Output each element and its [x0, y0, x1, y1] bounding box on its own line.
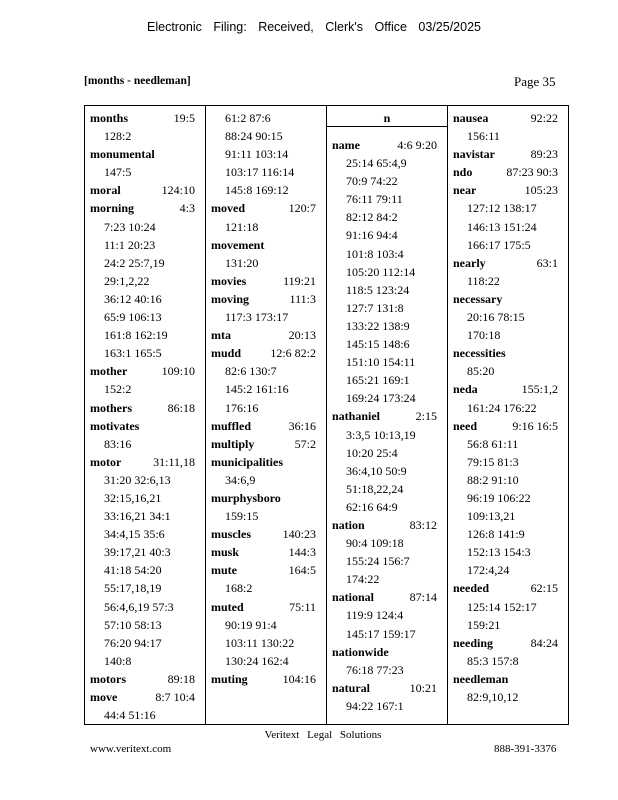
- index-reference-line: 11:1 20:23: [104, 237, 156, 252]
- index-reference-line: 44:4 51:16: [104, 708, 156, 723]
- index-entry: [90, 145, 205, 163]
- index-reference-line: 32:15,16,21: [104, 490, 162, 505]
- page-line-reference: 92:22: [530, 111, 558, 125]
- index-entry: [90, 362, 205, 380]
- index-entry: [211, 290, 326, 308]
- index-reference-line: 88:2 91:10: [467, 472, 519, 487]
- index-term: moral: [90, 183, 121, 198]
- index-term: necessary: [453, 291, 503, 306]
- index-term: needed: [453, 581, 489, 596]
- index-entry: [453, 254, 568, 272]
- index-entry: [332, 643, 447, 661]
- index-reference-line: 165:21 169:1: [346, 373, 410, 388]
- page-number: Page 35: [514, 74, 556, 89]
- index-entry: [211, 525, 326, 543]
- index-entry: [211, 236, 326, 254]
- index-entry: [453, 290, 568, 308]
- index-reference-line: 127:7 131:8: [346, 300, 404, 315]
- page-line-reference: 87:23 90:3: [506, 165, 558, 180]
- index-term: nationwide: [332, 644, 389, 659]
- index-term: navistar: [453, 147, 495, 162]
- page-line-reference: 120:7: [288, 201, 316, 216]
- index-term: nathaniel: [332, 409, 381, 424]
- index-reference-line: 76:18 77:23: [346, 662, 404, 677]
- index-term: necessities: [453, 346, 506, 361]
- index-term: monumental: [90, 147, 155, 162]
- index-entry: [211, 670, 326, 688]
- page-line-reference: 2:15: [415, 409, 437, 424]
- page-line-reference: 4:6 9:20: [397, 138, 437, 152]
- index-term: movies: [211, 273, 247, 288]
- page-line-reference: 140:23: [282, 527, 316, 542]
- index-reference-line: 88:24 90:15: [225, 129, 283, 144]
- page-line-reference: 8:7 10:4: [155, 690, 195, 704]
- index-reference-line: 70:9 74:22: [346, 174, 398, 189]
- index-reference-line: 25:14 65:4,9: [346, 156, 407, 171]
- page-line-reference: 4:3: [179, 201, 195, 216]
- word-index-table: [84, 105, 569, 725]
- index-entry: [332, 516, 447, 534]
- index-entry: [90, 453, 205, 471]
- index-reference-line: 156:11: [467, 129, 500, 144]
- index-reference-line: 36:12 40:16: [104, 291, 162, 306]
- index-term: muting: [211, 671, 248, 686]
- index-entry: [211, 199, 326, 217]
- index-range-label: [months - needleman]: [84, 75, 191, 87]
- index-reference-line: 51:18,22,24: [346, 481, 404, 496]
- index-term: moved: [211, 201, 245, 216]
- index-reference-line: 126:8 141:9: [467, 527, 525, 542]
- index-reference-line: 91:11 103:14: [225, 147, 289, 162]
- page-line-reference: 104:16: [282, 671, 316, 686]
- index-reference-line: 29:1,2,22: [104, 273, 150, 288]
- index-entry: [211, 326, 326, 344]
- index-reference-line: 62:16 64:9: [346, 499, 398, 514]
- page-line-reference: 20:13: [288, 328, 316, 343]
- index-reference-line: 169:24 173:24: [346, 391, 416, 406]
- index-column-1: [85, 106, 206, 724]
- index-term: motor: [90, 454, 122, 469]
- index-entry: [90, 417, 205, 435]
- page-line-reference: 119:21: [283, 273, 316, 288]
- index-term: nation: [332, 517, 365, 532]
- index-entry: [453, 163, 568, 181]
- index-reference-line: 7:23 10:24: [104, 219, 156, 234]
- index-reference-line: 56:4,6,19 57:3: [104, 599, 174, 614]
- index-reference-line: 127:12 138:17: [467, 201, 537, 216]
- index-term: need: [453, 418, 477, 433]
- page-line-reference: 75:11: [289, 599, 316, 614]
- index-reference-line: 83:16: [104, 436, 132, 451]
- index-term: motors: [90, 671, 126, 686]
- index-reference-line: 82:9,10,12: [467, 690, 519, 704]
- index-reference-line: 118:5 123:24: [346, 282, 410, 297]
- index-reference-line: 91:16 94:4: [346, 228, 398, 243]
- index-entry: [90, 688, 205, 706]
- index-reference-line: 10:20 25:4: [346, 445, 398, 460]
- index-reference-line: 121:18: [225, 219, 259, 234]
- index-reference-line: 20:16 78:15: [467, 310, 525, 325]
- court-reporter-company: Veritext Legal Solutions: [264, 729, 382, 741]
- index-reference-line: 33:16,21 34:1: [104, 509, 171, 524]
- index-term: natural: [332, 680, 371, 695]
- index-reference-line: 176:16: [225, 400, 259, 415]
- page-line-reference: 12:6 82:2: [270, 346, 316, 361]
- index-term: neda: [453, 382, 478, 397]
- index-term: multiply: [211, 436, 255, 451]
- index-reference-line: 109:13,21: [467, 509, 516, 524]
- index-reference-line: 65:9 106:13: [104, 310, 162, 325]
- index-term: murphysboro: [211, 490, 281, 505]
- index-entry: [90, 199, 205, 217]
- page-line-reference: 105:23: [524, 183, 558, 198]
- index-reference-line: 118:22: [467, 273, 500, 288]
- index-entry: [211, 561, 326, 579]
- index-reference-line: 61:2 87:6: [225, 111, 271, 125]
- index-reference-line: 159:21: [467, 617, 501, 632]
- index-reference-line: 125:14 152:17: [467, 599, 537, 614]
- index-column-2: [206, 106, 327, 724]
- index-term: movement: [211, 237, 265, 252]
- index-reference-line: 31:20 32:6,13: [104, 472, 171, 487]
- index-reference-line: 117:3 173:17: [225, 310, 289, 325]
- index-entry: [453, 181, 568, 199]
- page-line-reference: 144:3: [288, 545, 316, 560]
- index-term: municipalities: [211, 454, 284, 469]
- index-term: near: [453, 183, 477, 198]
- index-entry: [90, 399, 205, 417]
- index-reference-line: 145:8 169:12: [225, 183, 289, 198]
- index-reference-line: 36:4,10 50:9: [346, 463, 407, 478]
- index-entry: [211, 598, 326, 616]
- index-reference-line: 34:4,15 35:6: [104, 527, 165, 542]
- page-line-reference: 164:5: [288, 563, 316, 578]
- index-term: muffled: [211, 418, 251, 433]
- index-term: musk: [211, 545, 240, 560]
- index-reference-line: 79:15 81:3: [467, 454, 519, 469]
- index-entry: [211, 417, 326, 435]
- page-line-reference: 89:23: [530, 147, 558, 162]
- index-reference-line: 103:17 116:14: [225, 165, 295, 180]
- index-reference-line: 145:15 148:6: [346, 337, 410, 352]
- index-reference-line: 90:4 109:18: [346, 536, 404, 551]
- index-reference-line: 140:8: [104, 653, 132, 668]
- page-line-reference: 10:21: [409, 680, 437, 695]
- page-line-reference: 109:10: [161, 364, 195, 379]
- page-line-reference: 124:10: [161, 183, 195, 198]
- index-term: move: [90, 690, 118, 704]
- index-entry: [453, 634, 568, 652]
- index-entry: [453, 670, 568, 688]
- index-reference-line: 155:24 156:7: [346, 554, 410, 569]
- index-reference-line: 55:17,18,19: [104, 581, 162, 596]
- index-reference-line: 146:13 151:24: [467, 219, 537, 234]
- index-reference-line: 133:22 138:9: [346, 318, 410, 333]
- page-line-reference: 84:24: [530, 635, 558, 650]
- index-reference-line: 161:8 162:19: [104, 328, 168, 343]
- index-reference-line: 101:8 103:4: [346, 246, 404, 261]
- index-column-4: [448, 106, 568, 724]
- website-link[interactable]: www.veritext.com: [90, 743, 172, 755]
- index-entry: [453, 344, 568, 362]
- index-entry: [211, 344, 326, 362]
- index-reference-line: 161:24 176:22: [467, 400, 537, 415]
- index-term: nearly: [453, 255, 486, 270]
- index-entry: [90, 181, 205, 199]
- index-entry: [453, 145, 568, 163]
- index-reference-line: 170:18: [467, 328, 501, 343]
- index-reference-line: 96:19 106:22: [467, 490, 531, 505]
- index-term: muted: [211, 599, 244, 614]
- page-line-reference: 36:16: [288, 418, 316, 433]
- page-line-reference: 9:16 16:5: [512, 418, 558, 433]
- index-term: morning: [90, 201, 135, 216]
- index-term: mute: [211, 563, 237, 578]
- index-reference-line: 174:22: [346, 572, 380, 587]
- index-term: ndo: [453, 165, 473, 180]
- index-reference-line: 130:24 162:4: [225, 653, 289, 668]
- index-reference-line: 152:13 154:3: [467, 545, 531, 560]
- index-entry: [211, 543, 326, 561]
- index-reference-line: 82:6 130:7: [225, 364, 277, 379]
- index-reference-line: 152:2: [104, 382, 132, 397]
- index-reference-line: 90:19 91:4: [225, 617, 277, 632]
- index-reference-line: 145:17 159:17: [346, 626, 416, 641]
- index-reference-line: 94:22 167:1: [346, 698, 404, 713]
- index-reference-line: 103:11 130:22: [225, 635, 295, 650]
- phone-number: 888-391-3376: [494, 743, 557, 755]
- index-entry: [453, 380, 568, 398]
- index-term: mothers: [90, 400, 132, 415]
- index-term: name: [332, 138, 360, 152]
- index-reference-line: 131:20: [225, 255, 259, 270]
- page-line-reference: 111:3: [289, 291, 316, 306]
- page-line-reference: 62:15: [530, 581, 558, 596]
- index-entry: [211, 453, 326, 471]
- index-term: mother: [90, 364, 128, 379]
- index-entry: [211, 272, 326, 290]
- index-term: motivates: [90, 418, 140, 433]
- index-term: national: [332, 590, 375, 605]
- index-entry: [211, 489, 326, 507]
- index-reference-line: 34:6,9: [225, 472, 256, 487]
- page-line-reference: 87:14: [409, 590, 437, 605]
- index-reference-line: 172:4,24: [467, 563, 510, 578]
- index-reference-line: 82:12 84:2: [346, 210, 398, 225]
- index-entry: [453, 417, 568, 435]
- index-reference-line: 85:20: [467, 364, 495, 379]
- index-reference-line: 76:20 94:17: [104, 635, 162, 650]
- index-term: mta: [211, 328, 231, 343]
- index-reference-line: 76:11 79:11: [346, 192, 403, 207]
- index-reference-line: 159:15: [225, 509, 259, 524]
- index-reference-line: 128:2: [104, 129, 132, 144]
- index-term: needleman: [453, 671, 509, 686]
- index-term: needing: [453, 635, 494, 650]
- index-entry: [90, 109, 205, 127]
- index-entry: [332, 679, 447, 697]
- index-reference-line: 56:8 61:11: [467, 436, 519, 451]
- index-reference-line: 168:2: [225, 581, 253, 596]
- index-term: mudd: [211, 346, 242, 361]
- index-entry: [90, 670, 205, 688]
- page-line-reference: 86:18: [167, 400, 195, 415]
- page-line-reference: 57:2: [294, 436, 316, 451]
- index-reference-line: 85:3 157:8: [467, 653, 519, 668]
- index-entry: [332, 407, 447, 425]
- index-reference-line: 145:2 161:16: [225, 382, 289, 397]
- page-line-reference: 83:12: [409, 517, 437, 532]
- filing-stamp: Electronic Filing: Received, Clerk's Office 03/25/2025: [147, 20, 481, 34]
- index-entry: [332, 588, 447, 606]
- index-reference-line: 166:17 175:5: [467, 237, 531, 252]
- index-term: muscles: [211, 527, 251, 542]
- page-line-reference: 89:18: [167, 671, 195, 686]
- index-reference-line: 3:3,5 10:13,19: [346, 427, 416, 442]
- page-line-reference: 19:5: [173, 111, 195, 125]
- index-reference-line: 24:2 25:7,19: [104, 255, 165, 270]
- index-entry: [332, 136, 447, 154]
- index-reference-line: 57:10 58:13: [104, 617, 162, 632]
- index-term: moving: [211, 291, 250, 306]
- index-reference-line: 39:17,21 40:3: [104, 545, 171, 560]
- index-reference-line: 119:9 124:4: [346, 608, 404, 623]
- index-term: months: [90, 111, 129, 125]
- index-reference-line: 163:1 165:5: [104, 346, 162, 361]
- index-column-3: [327, 106, 448, 724]
- page-line-reference: 63:1: [536, 255, 558, 270]
- index-reference-line: 151:10 154:11: [346, 355, 416, 370]
- page-line-reference: 31:11,18: [153, 454, 195, 469]
- index-entry: [453, 579, 568, 597]
- index-reference-line: 105:20 112:14: [346, 264, 416, 279]
- index-reference-line: 41:18 54:20: [104, 563, 162, 578]
- index-entry: [453, 109, 568, 127]
- index-term: nausea: [453, 111, 489, 125]
- section-letter-header: n: [327, 106, 448, 127]
- index-entry: [211, 435, 326, 453]
- index-reference-line: 147:5: [104, 165, 132, 180]
- page-line-reference: 155:1,2: [521, 382, 558, 397]
